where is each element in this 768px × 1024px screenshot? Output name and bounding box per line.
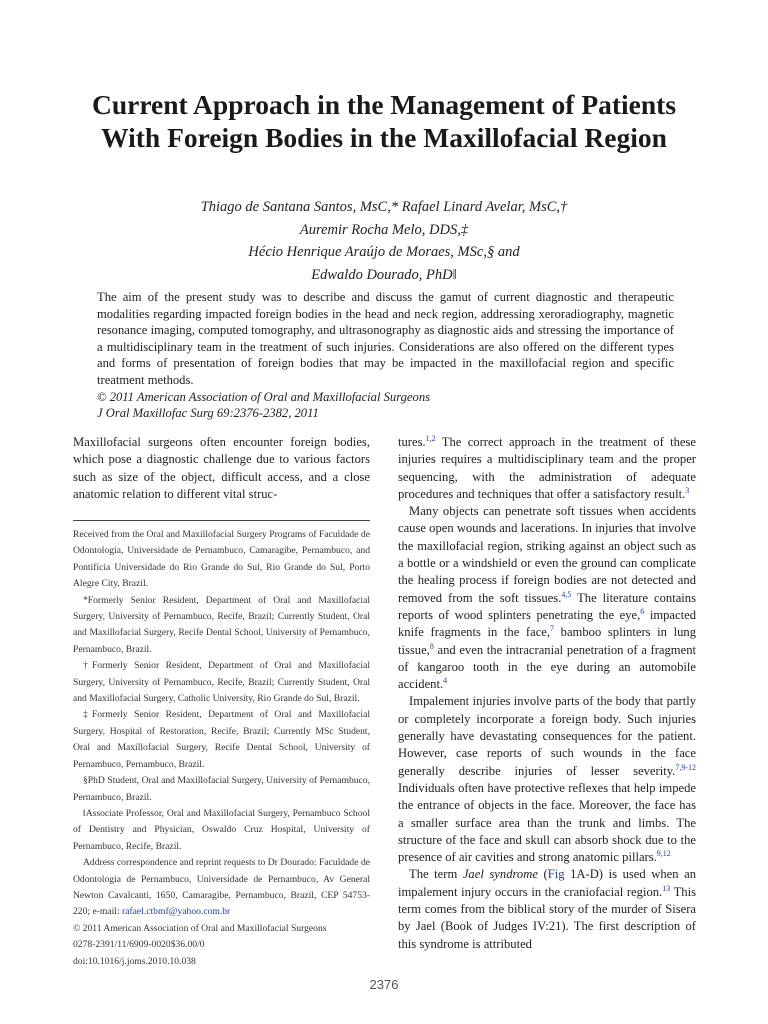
footnote-address: [73, 855, 370, 921]
footnote-affiliation: §PhD Student, Oral and Maxillofacial Surgery, University of Pernambuco, Pernambuco, Brazil.: [73, 775, 370, 803]
footnote-issn: 0278-2391/11/6909-0020$36.00/0: [73, 939, 205, 951]
citation-ref[interactable]: 3: [685, 485, 690, 495]
footnote-doi[interactable]: doi:10.1016/j.joms.2010.10.038: [73, 955, 196, 967]
footnote-received: Received from the Oral and Maxillofacial Surgery Programs of Faculdade de Odontologia, Universidade de Pernambuco, Camaragibe, Pernambuco, and Pontifícia Universidade do Rio Grande do Sul, Rio Grande do Sul, Porto Alegre City, Brazil.: [73, 529, 370, 590]
body-paragraph: [398, 434, 696, 503]
text-run: This term comes from the biblical story of the murder of Sisera by Jael (Book of Judges IV:21). The first description of this syndrome is attributed: [398, 884, 696, 951]
citation-ref[interactable]: 8: [429, 641, 434, 651]
text-run: Many objects can penetrate soft tissues when accidents cause open wounds and lacerations. In injuries that involve the maxillofacial region, striking against an object such as a bottle or a windshield or even the ground can complicate the healing process if foreign bodies are not detected and removed from the soft tissues.: [398, 504, 696, 605]
author-line: Edwaldo Dourado, PhD‖: [311, 266, 457, 283]
footnote-copyright: © 2011 American Association of Oral and Maxillofacial Surgeons: [73, 922, 327, 934]
body-paragraph: [398, 503, 696, 693]
article-title: Current Approach in the Management of Patients With Foreign Bodies in the Maxillofacial Region: [91, 89, 677, 153]
citation: J Oral Maxillofac Surg 69:2376-2382, 2011: [97, 406, 319, 421]
footnote-divider: [73, 520, 370, 521]
author-list: [60, 196, 708, 286]
text-run: and even the intracranial penetration of a fragment of kangaroo tooth in the eye during an automobile accident.: [398, 642, 696, 692]
footnote-affiliation: †Formerly Senior Resident, Department of Oral and Maxillofacial Surgery, University of Pernambuco, Recife, Brazil; Currently Student, Oral and Maxillofacial Surgery, Catholic University, Rio Grande do Sul, Brazil.: [73, 660, 370, 705]
abstract: [97, 289, 674, 422]
text-run: The correct approach in the treatment of these injuries requires a multidisciplinary team and the proper sequencing, with the administration of adequate procedures and techniques that offer a satisfactory result.: [398, 435, 696, 501]
text-run: tures.: [398, 435, 426, 449]
citation-ref[interactable]: 4,5: [561, 589, 572, 599]
text-run: impacted knife fragments in the face,: [398, 607, 697, 640]
text-run: 1A-D) is used when an impalement injury occurs in the craniofacial region.: [398, 867, 697, 899]
author-line: Thiago de Santana Santos, MsC,* Rafael Linard Avelar, MsC,†: [200, 199, 568, 215]
term-jael-syndrome: Jael syndrome: [462, 867, 538, 882]
email-link[interactable]: rafael.ctbmf@yahoo.com.br: [122, 906, 231, 918]
body-paragraph: [398, 866, 696, 952]
text-run: The term: [409, 867, 463, 882]
abstract-copyright: © 2011 American Association of Oral and Maxillofacial Surgeons: [97, 389, 431, 404]
text-run: bamboo splinters in lung tissue,: [398, 625, 696, 657]
page-number: 2376: [369, 977, 399, 992]
text-run: Impalement injuries involve parts of the body that partly or completely incorporate a foreign body. Such injuries generally have devastating consequences for the patient. However, case reports of such wounds in the face generally describe injuries of lesser severity.: [398, 694, 696, 778]
footnote-affiliation: ‡Formerly Senior Resident, Department of Oral and Maxillofacial Surgery, Hospital of Restoration, Recife, Brazil; Currently MSc Student, Oral and Maxillofacial Surgery, Recife Dental School, University of Pernambuco, Pernambuco, Brazil.: [73, 709, 370, 770]
text-run: Individuals often have protective reflexes that help impede the entrance of objects in the face. Moreover, the face has a smaller surface area than the trunk and limbs. The structure of the face and skull can absorb shock due to the presence of air cavities and strong anatomic pillars.: [398, 780, 696, 865]
intro-left-column: [73, 434, 370, 503]
citation-ref[interactable]: 13: [662, 883, 671, 893]
body-right-column: [398, 434, 696, 953]
figure-link[interactable]: Fig: [547, 867, 565, 882]
address-text: Address correspondence and reprint requests to Dr Dourado: Faculdade de Odontologia de Pernambuco, Universidade de Pernambuco, Av General Newton Cavalcanti, 1650, Camaragibe, Pernambuco, Brazil, CEP 54753-220; e-mail:: [73, 857, 370, 918]
citation-ref[interactable]: 4: [443, 675, 448, 685]
footnote-affiliation: ‖Associate Professor, Oral and Maxillofacial Surgery, Pernambuco School of Dentistry and Physician, Oswaldo Cruz Hospital, University of Pernambuco, Recife, Brazil.: [73, 807, 370, 852]
text-run: The literature contains reports of wood splinters penetrating the eye,: [398, 590, 697, 622]
author-line: Hécio Henrique Araújo de Moraes, MSc,§ and: [248, 244, 520, 260]
footnotes: [73, 527, 370, 970]
abstract-text: The aim of the present study was to describe and discuss the gamut of current diagnostic and therapeutic modalities regarding impacted foreign bodies in the head and neck region, addressing xeroradiography, magnetic resonance imaging, computed tomography, and ultrasonography as diagnostic aids and stressing the importance of a multidisciplinary team in the treatment of such injuries. Considerations are also offered on the different types and forms of presentation of foreign bodies that may be impacted in the maxillofacial region and specific treatment methods.: [97, 290, 674, 387]
citation-ref[interactable]: 7,9-12: [675, 762, 696, 772]
text-run: (: [537, 867, 548, 882]
citation-ref[interactable]: 7: [550, 624, 555, 634]
author-line: Auremir Rocha Melo, DDS,‡: [299, 221, 469, 238]
citation-ref[interactable]: 6: [640, 606, 645, 616]
citation-ref[interactable]: 1,2: [425, 433, 436, 443]
citation-ref[interactable]: 9,12: [656, 848, 671, 858]
body-paragraph: [398, 693, 696, 866]
footnote-affiliation: *Formerly Senior Resident, Department of Oral and Maxillofacial Surgery, University of Pernambuco, Recife, Brazil; Currently Student, Oral and Maxillofacial Surgery, Recife Dental School, University of Pernambuco, Pernambuco, Brazil.: [73, 594, 370, 655]
intro-paragraph: Maxillofacial surgeons often encounter foreign bodies, which pose a diagnostic challenge due to various factors such as size of the object, difficult access, and a close anatomic relation to different vital struc-: [73, 435, 370, 501]
